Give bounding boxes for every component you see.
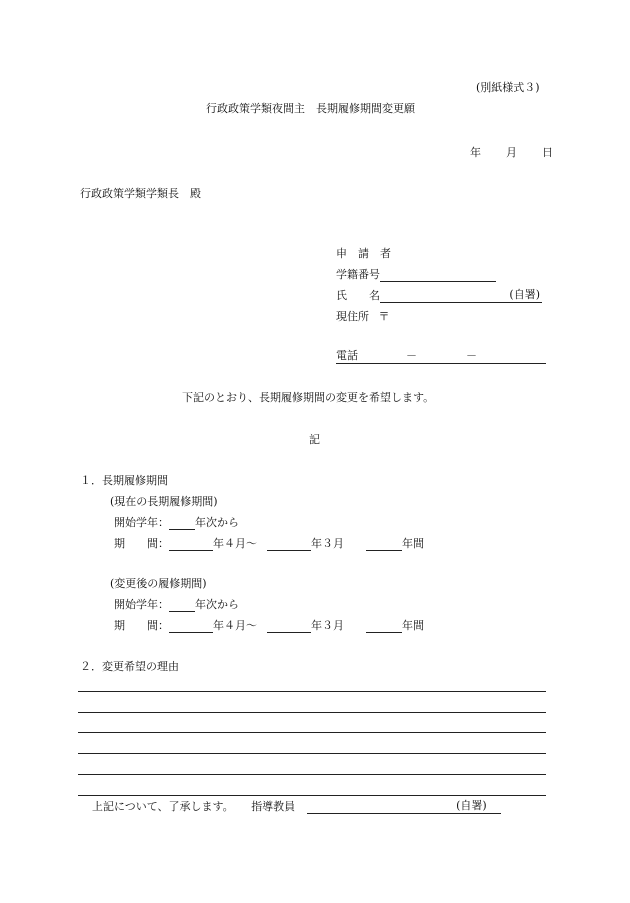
- changed-start-row: [114, 598, 239, 612]
- current-to-suffix: 年３月: [311, 537, 344, 550]
- changed-start-label: 開始学年：: [114, 598, 169, 611]
- reason-line-2[interactable]: [78, 712, 546, 713]
- request-text: 下記のとおり、長期履修期間の変更を希望します。: [182, 391, 435, 404]
- changed-heading: (変更後の履修期間): [110, 577, 207, 590]
- phone-label: 電話: [336, 349, 358, 362]
- changed-start-suffix: 年次から: [195, 598, 239, 611]
- date-month-label: 月: [506, 146, 517, 159]
- changed-from-field[interactable]: [169, 620, 213, 633]
- current-years-field[interactable]: [366, 538, 402, 551]
- current-start-field[interactable]: [169, 517, 195, 530]
- postal-mark: 〒: [378, 310, 390, 323]
- form-tag: (別紙様式３): [476, 81, 540, 94]
- page-title: 行政政策学類夜間主 長期履修期間変更願: [206, 102, 415, 115]
- name-row: [336, 289, 542, 303]
- advisor-label: 指導教員: [251, 800, 296, 813]
- reason-line-4[interactable]: [78, 753, 546, 754]
- current-heading: (現在の長期履修期間): [110, 495, 218, 508]
- reason-line-1[interactable]: [78, 691, 546, 692]
- current-years-suffix: 年間: [402, 537, 424, 550]
- date-day-label: 日: [542, 146, 553, 159]
- name-field[interactable]: [380, 290, 542, 303]
- current-start-row: [114, 516, 239, 530]
- student-no-field[interactable]: [380, 269, 496, 282]
- acknowledge-text: 上記について、了承します。: [92, 800, 234, 813]
- changed-period-label: 期 間：: [114, 619, 169, 632]
- address-row: [336, 310, 390, 324]
- current-to-field[interactable]: [267, 538, 311, 551]
- changed-years-suffix: 年間: [402, 619, 424, 632]
- section2-title: ２．変更希望の理由: [80, 660, 179, 673]
- current-start-suffix: 年次から: [195, 516, 239, 529]
- changed-to-field[interactable]: [267, 620, 311, 633]
- date-year-label: 年: [470, 146, 481, 159]
- acknowledge-row: [92, 800, 501, 814]
- current-from-field[interactable]: [169, 538, 213, 551]
- changed-period-row: [114, 619, 424, 633]
- phone-field[interactable]: [336, 351, 546, 364]
- section1-title: １．長期履修期間: [80, 474, 168, 487]
- addressee: 行政政策学類学類長 殿: [80, 187, 201, 200]
- phone-row: [336, 350, 546, 364]
- address-label: 現住所: [336, 310, 369, 323]
- applicant-heading: 申 請 者: [336, 247, 391, 260]
- reason-line-6[interactable]: [78, 795, 546, 796]
- phone-dash-2: －: [466, 349, 477, 362]
- current-period-row: [114, 537, 424, 551]
- advisor-seal-label: (自署): [456, 799, 487, 812]
- reason-line-3[interactable]: [78, 732, 546, 733]
- changed-from-suffix: 年４月～: [213, 619, 257, 632]
- note-heading: 記: [309, 433, 320, 446]
- current-start-label: 開始学年：: [114, 516, 169, 529]
- student-no-row: [336, 268, 496, 282]
- changed-start-field[interactable]: [169, 599, 195, 612]
- name-label: 氏 名: [336, 289, 380, 302]
- reason-line-5[interactable]: [78, 774, 546, 775]
- current-from-suffix: 年４月～: [213, 537, 257, 550]
- changed-to-suffix: 年３月: [311, 619, 344, 632]
- changed-years-field[interactable]: [366, 620, 402, 633]
- phone-dash-1: －: [406, 349, 417, 362]
- advisor-field[interactable]: [307, 801, 501, 814]
- name-seal-label: (自署): [509, 288, 540, 301]
- student-no-label: 学籍番号: [336, 268, 380, 281]
- current-period-label: 期 間：: [114, 537, 169, 550]
